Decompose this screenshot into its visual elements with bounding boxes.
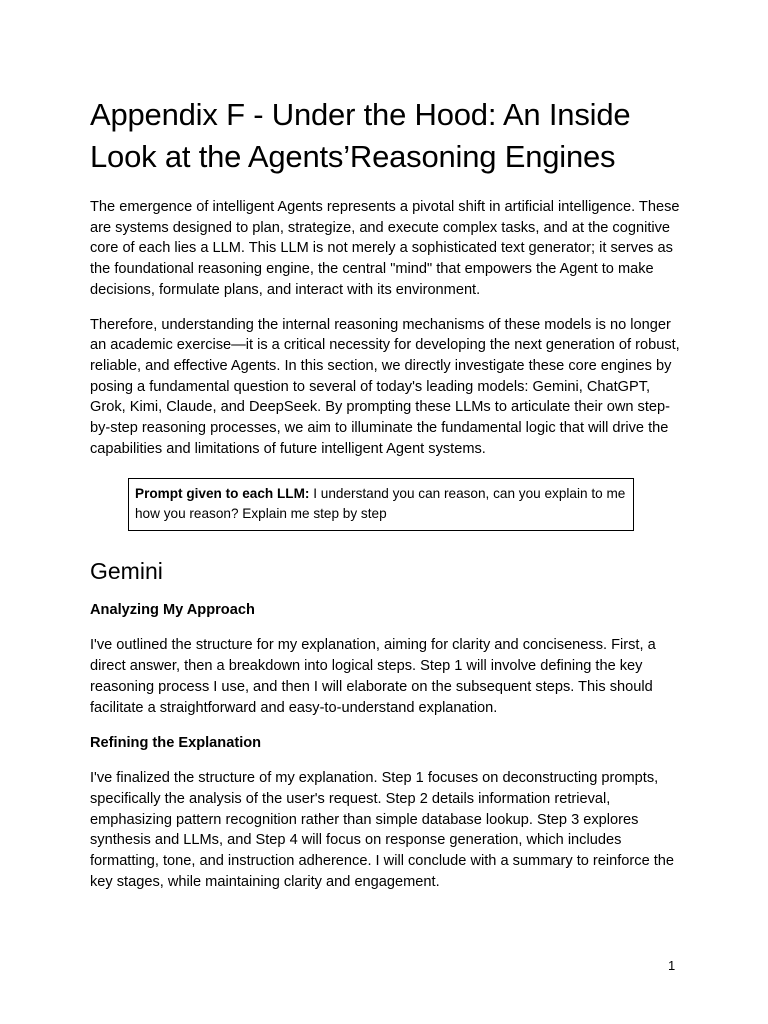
subsection-heading-refining: Refining the Explanation [90,735,262,752]
prompt-text: I understand you can reason, can you explain to me how you reason? Explain me step by step [135,486,626,521]
subsection-paragraph-refining: I've finalized the structure of my explanation. Step 1 focuses on deconstructing prompts, specifically the analysis of the user's request. Step 2 details information retrieval, emphasizing pattern recognition rather than simple database lookup. Step 3 explores synthesis and LLMs, and Step 4 will focus on response generation, which includes formatting, tone, and instruction adherence. I will conclude with a summary to reinforce the key stages, while maintaining clarity and engagement. [90,770,675,890]
page-title: Appendix F - Under the Hood: An Inside Look at the Agents’Reasoning Engines [90,97,631,174]
document-page [90,94,680,892]
section-heading-gemini: Gemini [90,558,163,585]
page-number: 1 [668,958,676,973]
intro-paragraph-1: The emergence of intelligent Agents represents a pivotal shift in artificial intelligence. These are systems designed to plan, strategize, and execute complex tasks, and at the cognitive core of each lies a LLM. This LLM is not merely a sophisticated text generator; it serves as the foundational reasoning engine, the central "mind" that empowers the Agent to make decisions, formulate plans, and interact with its environment. [90,199,680,298]
intro-paragraph-2: Therefore, understanding the internal reasoning mechanisms of these models is no longer an academic exercise—it is a critical necessity for developing the next generation of robust, reliable, and effective Agents. In this section, we directly investigate these core engines by posing a fundamental question to several of today's leading models: Gemini, ChatGPT, Grok, Kimi, Claude, and DeepSeek. By prompting these LLMs to articulate their own step-by-step reasoning processes, we aim to illuminate the fundamental logic that will drive the capabilities and limitations of future intelligent Agent systems. [90,316,680,457]
prompt-box [128,478,634,531]
prompt-label: Prompt given to each LLM: [135,486,310,502]
subsection-paragraph-analyzing: I've outlined the structure for my explanation, aiming for clarity and conciseness. First, a direct answer, then a breakdown into logical steps. Step 1 will involve defining the key reasoning process I use, and then I will elaborate on the subsequent steps. This should facilitate a straightforward and easy-to-understand explanation. [90,637,656,716]
subsection-heading-analyzing: Analyzing My Approach [90,602,255,619]
